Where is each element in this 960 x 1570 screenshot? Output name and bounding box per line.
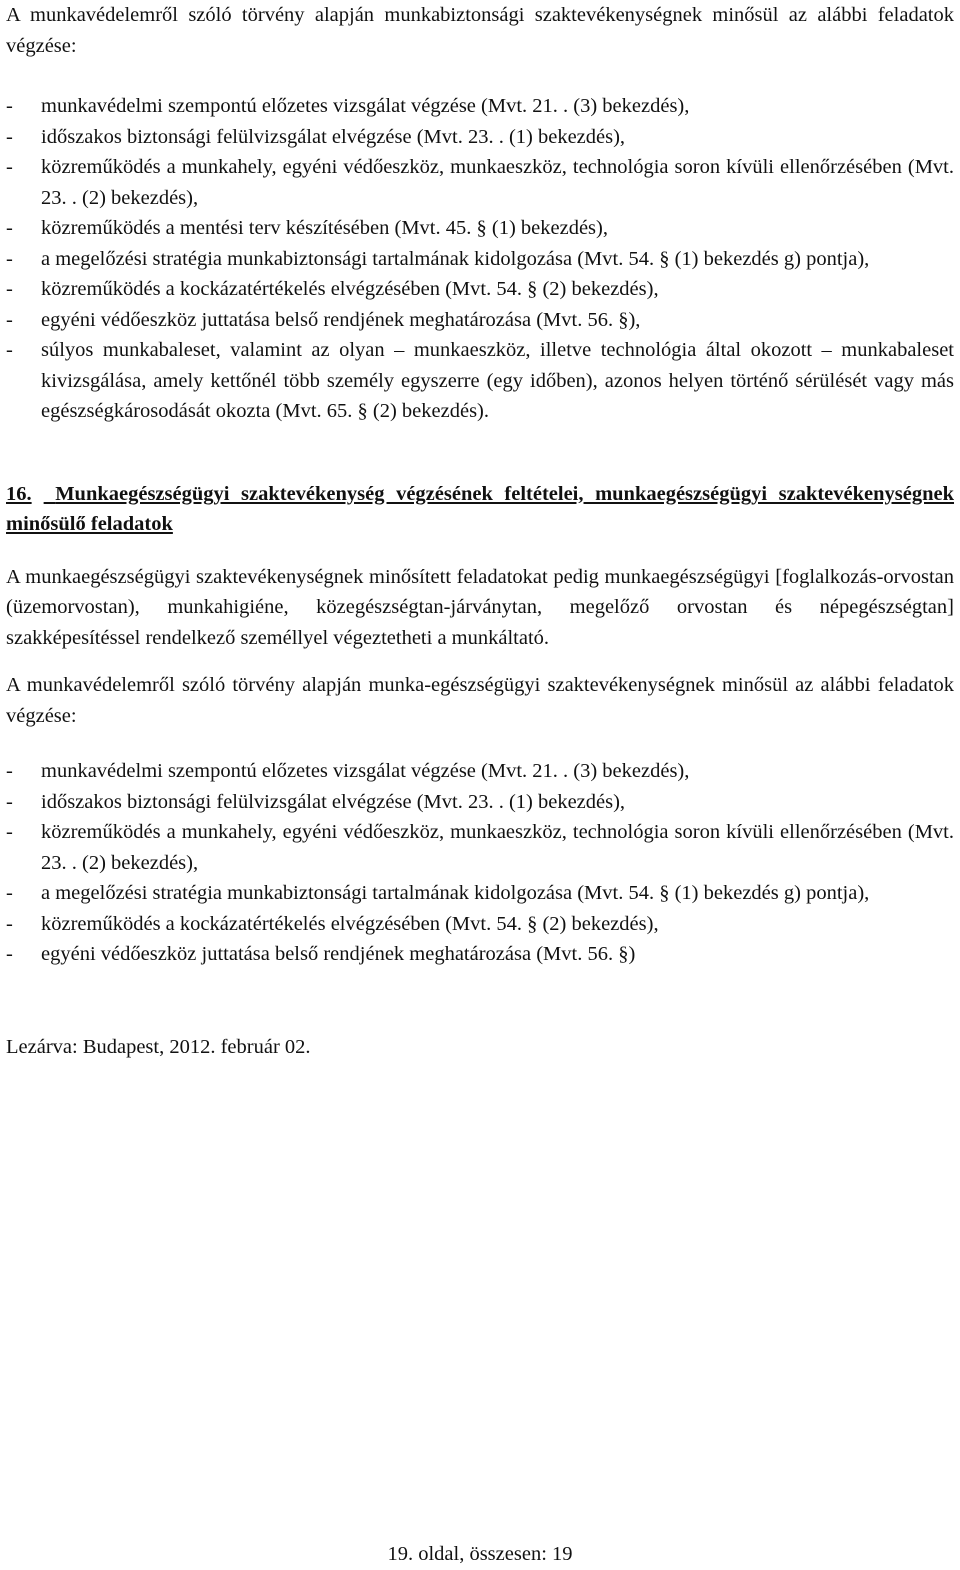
section16-paragraph2: A munkavédelemről szóló törvény alapján munka-egészségügyi szaktevékenységnek minősül az alábbi feladatok végzése: <box>6 674 954 727</box>
closing-line: Lezárva: Budapest, 2012. február 02. <box>6 1035 311 1058</box>
list-item: - egyéni védőeszköz juttatása belső rendjének meghatározása (Mvt. 56. §) <box>6 939 954 970</box>
list-item: - egyéni védőeszköz juttatása belső rendjének meghatározása (Mvt. 56. §), <box>6 305 954 336</box>
list-item: - közreműködés a mentési terv készítésében (Mvt. 45. § (1) bekezdés), <box>6 213 954 244</box>
list-item: - a megelőzési stratégia munkabiztonsági tartalmának kidolgozása (Mvt. 54. § (1) bekezdés g) pontja), <box>6 244 954 275</box>
list-item: - közreműködés a kockázatértékelés elvégzésében (Mvt. 54. § (2) bekezdés), <box>6 909 954 940</box>
list-item: - munkavédelmi szempontú előzetes vizsgálat végzése (Mvt. 21. . (3) bekezdés), <box>6 756 954 787</box>
list-item: - időszakos biztonsági felülvizsgálat elvégzése (Mvt. 23. . (1) bekezdés), <box>6 787 954 818</box>
section16-list <box>6 756 954 970</box>
section-heading <box>6 479 954 540</box>
document-page <box>6 0 954 1062</box>
list-item: - közreműködés a munkahely, egyéni védőeszköz, munkaeszköz, technológia soron kívüli ellenőrzésében (Mvt. 23. . (2) bekezdés), <box>6 152 954 213</box>
section-title: Munkaegészségügyi szaktevékenység végzésének feltételei, munkaegészségügyi szaktevékenységnek minősülő feladatok <box>6 482 955 535</box>
list-item: - időszakos biztonsági felülvizsgálat elvégzése (Mvt. 23. . (1) bekezdés), <box>6 122 954 153</box>
list-item: - a megelőzési stratégia munkabiztonsági tartalmának kidolgozása (Mvt. 54. § (1) bekezdés g) pontja), <box>6 878 954 909</box>
list-item: - munkavédelmi szempontú előzetes vizsgálat végzése (Mvt. 21. . (3) bekezdés), <box>6 91 954 122</box>
section1-intro: A munkavédelemről szóló törvény alapján munkabiztonsági szaktevékenységnek minősül az alábbi feladatok végzése: <box>6 4 954 57</box>
list-item: - közreműködés a kockázatértékelés elvégzésében (Mvt. 54. § (2) bekezdés), <box>6 274 954 305</box>
section16-paragraph1: A munkaegészségügyi szaktevékenységnek minősített feladatokat pedig munkaegészségügyi [foglalkozás-orvostan (üzemorvostan), munkahigiéne, közegészségtan-járványtan, megelőző orvostan és népegészségtan] szakképesítéssel rendelkező személlyel végeztetheti a munkáltató. <box>6 565 954 649</box>
page-footer: 19. oldal, összesen: 19 <box>387 1543 573 1565</box>
list-item: - közreműködés a munkahely, egyéni védőeszköz, munkaeszköz, technológia soron kívüli ellenőrzésében (Mvt. 23. . (2) bekezdés), <box>6 817 954 878</box>
section1-list <box>6 91 954 427</box>
list-item: - súlyos munkabaleset, valamint az olyan – munkaeszköz, illetve technológia által okozott – munkabaleset kivizsgálása, amely kettőnél több személy egyszerre (egy időben), azonos helyen történő sérülését vagy más egészségkárosodását okozta (Mvt. 65. § (2) bekezdés). <box>6 335 954 427</box>
section-number: 16. <box>6 482 32 505</box>
